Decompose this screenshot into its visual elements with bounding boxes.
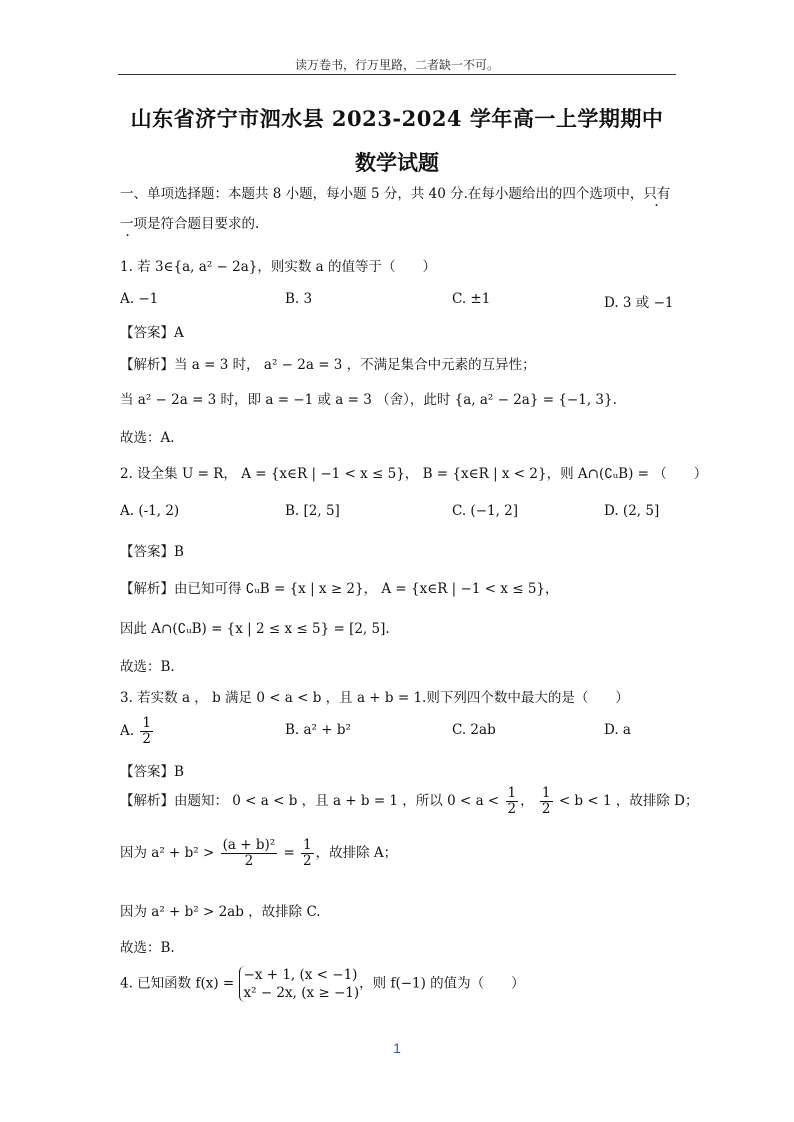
q1-option-d: D. 3 或 −1: [604, 295, 674, 311]
page-subtitle: 数学试题: [355, 150, 439, 175]
q4-case-2: x² − 2x, (x ≥ −1): [243, 985, 360, 1002]
fraction-numerator: 1: [142, 715, 151, 731]
q3-option-b: B. a² + b²: [285, 722, 351, 738]
q3-answer: 【答案】B: [120, 764, 184, 780]
question-1-stem: 1. 若 3∈{a, a² − 2a}，则实数 a 的值等于（ ）: [120, 259, 436, 275]
q3-analysis-1-sep: ，: [520, 792, 534, 809]
question-3-stem: 3. 若实数 a ， b 满足 0 < a < b ，且 a + b = 1.则下列四个数中最大的是（ ）: [120, 690, 629, 706]
q2-option-b: B. [2, 5]: [285, 503, 340, 519]
section-heading-line2: [120, 212, 259, 232]
q1-analysis-2: 当 a² − 2a = 3 时，即 a = −1 或 a = 3 （舍），此时 {a, a² − 2a} = {−1, 3}.: [120, 392, 617, 408]
q3-square-fraction: [221, 838, 278, 869]
q3-half-fraction-2: [540, 786, 553, 817]
page-title: 山东省济宁市泗水县 2023-2024 学年高一上学期期中: [130, 106, 664, 131]
section-heading-line1: [120, 182, 670, 202]
q3-option-a-label: A.: [120, 722, 135, 739]
fraction-denominator: 2: [142, 730, 151, 747]
question-4-stem: [120, 966, 525, 1002]
q3-option-a: [120, 716, 155, 747]
q2-option-d: D. (2, 5]: [604, 503, 660, 519]
q1-analysis-1: 【解析】当 a = 3 时， a² − 2a = 3 ，不满足集合中元素的互异性；: [120, 357, 536, 373]
fraction-numerator: 1: [541, 785, 551, 801]
q2-analysis-2: 因此 A∩(∁ᵤB) = {x | 2 ≤ x ≤ 5} = [2, 5].: [120, 621, 390, 637]
fraction-numerator: (a + b)²: [222, 837, 276, 853]
q3-half-fraction-3: [301, 838, 314, 869]
section-heading-text-2: 项是符合题目要求的.: [133, 216, 260, 232]
q4-stem-tail: ，则 f(−1) 的值为（ ）: [359, 975, 525, 992]
q2-option-c: C. (−1, 2]: [452, 503, 519, 519]
q3-analysis-1: [120, 786, 698, 817]
fraction-denominator: 2: [303, 852, 312, 869]
fraction-numerator: 1: [303, 837, 312, 853]
q2-option-a: A. (‑1, 2): [120, 503, 180, 519]
fraction-denominator: 2: [244, 852, 254, 869]
fraction-numerator: 1: [507, 785, 517, 801]
q1-answer: 【答案】A: [120, 325, 184, 341]
section-heading-emphasis-2: 一: [120, 216, 134, 232]
q3-half-fraction-1: [506, 786, 519, 817]
header-divider: [118, 74, 676, 75]
question-2-stem: 2. 设全集 U = R， A = {x∈R | −1 < x ≤ 5}， B = {x∈R | x < 2}，则 A∩(∁ᵤB) = （ ）: [120, 466, 708, 482]
q4-case-1: −x + 1, (x < −1): [243, 967, 358, 983]
section-heading-text: 一、单项选择题：本题共 8 小题，每小题 5 分，共 40 分.在每小题给出的四个选项中，: [120, 186, 644, 202]
fraction-denominator: 2: [507, 800, 517, 817]
q1-option-a: A. −1: [120, 291, 159, 307]
q3-analysis-2-eq: =: [283, 844, 295, 861]
fraction-denominator: 2: [541, 800, 551, 817]
q1-option-b: B. 3: [285, 291, 313, 307]
section-heading-emphasis: 只有: [643, 186, 671, 202]
q4-stem-text: 4. 已知函数 f(x) =: [120, 975, 235, 992]
q3-analysis-3: 因为 a² + b² > 2ab ，故排除 C.: [120, 904, 321, 920]
q3-option-a-fraction: [140, 716, 153, 747]
q1-option-c: C. ±1: [452, 291, 491, 307]
q3-analysis-2-text: 因为 a² + b² >: [120, 844, 215, 861]
page-header-motto: 读万卷书，行万里路，二者缺一不可。: [294, 58, 499, 72]
q3-analysis-2: [120, 838, 397, 869]
q2-answer: 【答案】B: [120, 544, 184, 560]
q2-choice: 故选：B.: [120, 659, 175, 675]
q3-analysis-2-tail: ，故排除 A；: [315, 844, 398, 861]
q1-choice: 故选：A.: [120, 430, 175, 446]
question-3-options: [120, 716, 665, 752]
q3-analysis-1-tail: < b < 1 ，故排除 D；: [558, 792, 699, 809]
q3-analysis-1-text: 【解析】由题知： 0 < a < b ，且 a + b = 1 ，所以 0 < a <: [120, 792, 500, 809]
q3-choice: 故选：B.: [120, 940, 175, 956]
q4-piecewise-function: [239, 966, 360, 1002]
q3-option-c: C. 2ab: [452, 722, 496, 738]
q3-option-d: D. a: [604, 722, 631, 738]
page-number: 1: [393, 1040, 401, 1056]
q2-analysis-1: 【解析】由已知可得 ∁ᵤB = {x | x ≥ 2}， A = {x∈R | −1 < x ≤ 5}，: [120, 581, 559, 597]
